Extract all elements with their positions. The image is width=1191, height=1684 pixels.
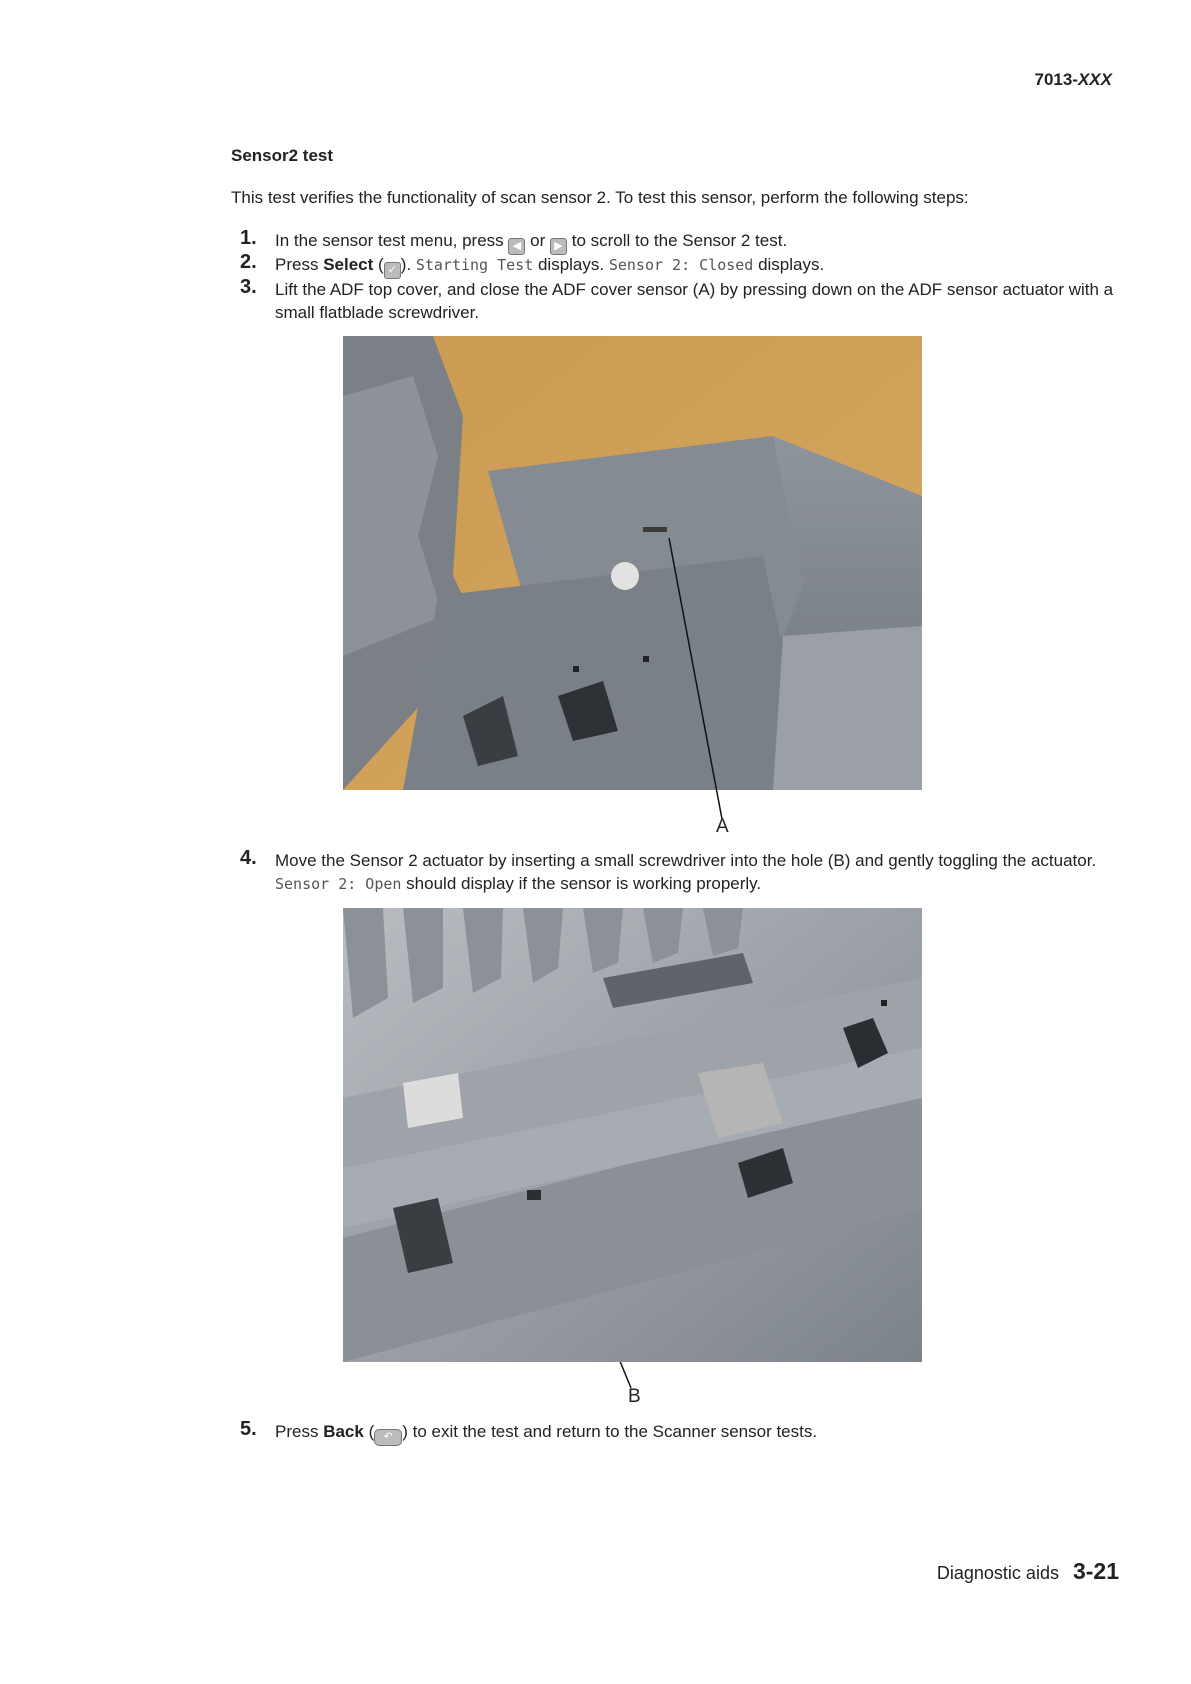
right-arrow-button-icon: ▶ [550, 238, 567, 255]
callout-label-a: A [716, 816, 729, 837]
step-number: 3. [240, 276, 257, 298]
callout-label-b: B [628, 1386, 641, 1407]
left-arrow-button-icon: ◀ [508, 238, 525, 255]
document-model-number: 7013-XXX [1034, 70, 1112, 89]
sensor-2-actuator-photo [343, 908, 922, 1362]
section-title: Sensor2 test [231, 146, 334, 165]
intro-paragraph: This test verifies the functionality of scan sensor 2. To test this sensor, perform the following steps: [231, 188, 969, 207]
step-text: Press Select ( ✓ ). Starting Test displays. Sensor 2: Closed displays. [275, 253, 1135, 279]
step-text: Move the Sensor 2 actuator by inserting a small screwdriver into the hole (B) and gently toggling the actuator. Sensor 2: Open should display if the sensor is working properly. [275, 851, 1097, 893]
callout-a-leader-line [669, 538, 722, 819]
step-text: Lift the ADF top cover, and close the ADF cover sensor (A) by pressing down on the ADF sensor actuator with a small flatblade screwdriver. [275, 280, 1114, 322]
page-footer [937, 1558, 1119, 1585]
step-text: Press Back ( ↶ ) to exit the test and return to the Scanner sensor tests. [275, 1420, 1135, 1446]
step-number: 1. [240, 227, 257, 249]
page-number: 3-21 [1072, 1558, 1119, 1584]
sensor-2-actuator-illustration [343, 908, 922, 1362]
step-number: 4. [240, 847, 257, 869]
step-number: 5. [240, 1418, 257, 1440]
step-text: In the sensor test menu, press ◀ or ▶ to scroll to the Sensor 2 test. [275, 229, 1135, 255]
select-checkmark-button-icon: ✓ [384, 262, 401, 279]
step-number: 2. [240, 251, 257, 273]
footer-section-name: Diagnostic aids [936, 1563, 1059, 1583]
back-arrow-button-icon: ↶ [374, 1429, 402, 1446]
